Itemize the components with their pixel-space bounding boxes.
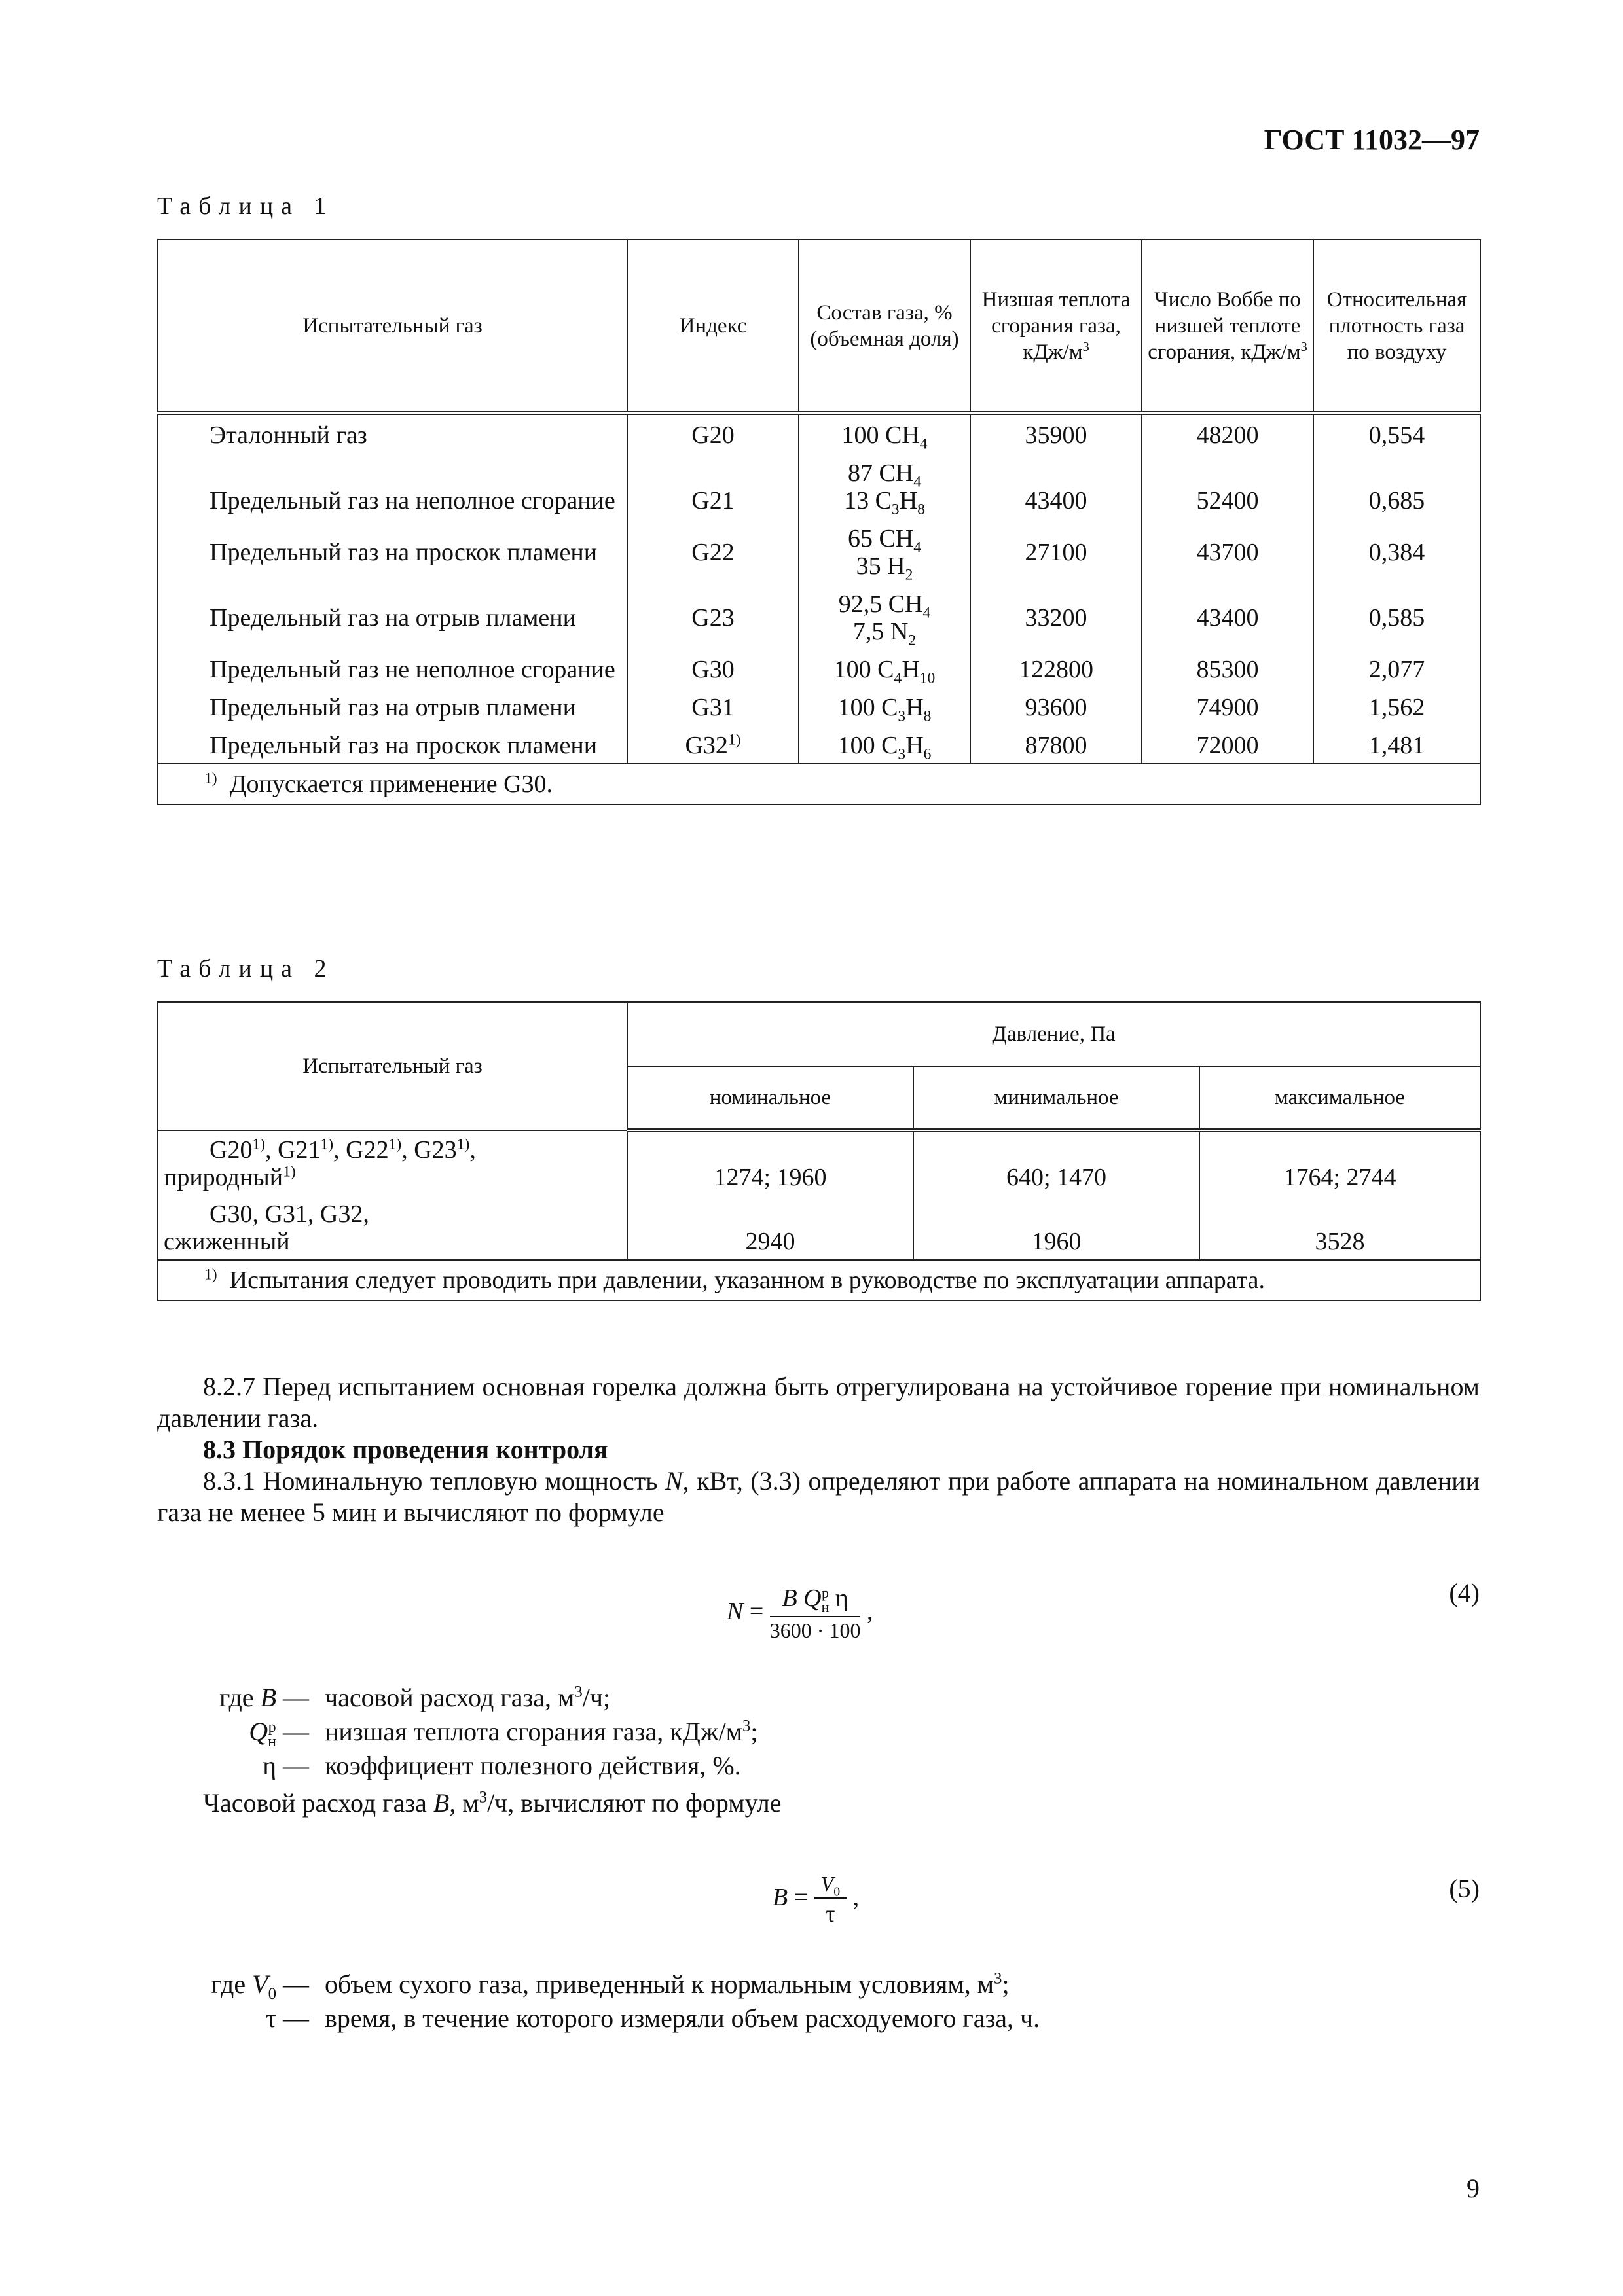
t1-row-calorific: 93600 [970,687,1142,725]
t1-header-calorific: Низшая теплота сгорания газа, кДж/$м^3$ [970,240,1142,413]
t1-row-density: 0,554 [1313,413,1480,453]
t1-row-index: G22 [627,518,799,584]
t2-header-maximum: максимальное [1199,1066,1480,1130]
t1-row-composition: 100 $CH_4$ [799,413,970,453]
standard-number: ГОСТ 11032—97 [1264,124,1480,156]
t1-row-wobbe: 43400 [1142,584,1313,649]
t2-header-pressure: Давление, Па [627,1002,1480,1066]
paragraph-hourly-flow: Часовой расход газа B, $м^3/ч$, вычисляют по формуле [203,1788,782,1818]
t1-row-name: Эталонный газ [158,413,627,453]
t1-row-index: G23 [627,584,799,649]
t2-row-nominal: 2940 [627,1195,913,1260]
t1-header-gas: Испытательный газ [158,240,627,413]
t1-header-density: Относительная плотность газа по воздуху [1313,240,1480,413]
section-heading-8-3: 8.3 Порядок проведения контроля [203,1435,608,1464]
t1-row-index: G20 [627,413,799,453]
t1-row-index: G32$^{1)}$ [627,725,799,764]
t1-row-name: Предельный газ на неполное сгорание [158,453,627,518]
t2-row-nominal: 1274; 1960 [627,1130,913,1195]
t1-row-density: 0,685 [1313,453,1480,518]
t1-row-wobbe: 72000 [1142,725,1313,764]
t2-row-name: G30, G31, G32, сжиженный [158,1195,627,1260]
t1-row-calorific: 35900 [970,413,1142,453]
table1-caption: Таблица 1 [157,192,335,220]
table2-caption: Таблица 2 [157,955,335,982]
t1-row-composition: 92,5 $CH_4$ 7,5 $N_2$ [799,584,970,649]
table2 [157,1001,1481,1301]
t1-row-composition: 87 $CH_4$ 13 $C_3H_8$ [799,453,970,518]
t2-header-minimum: минимальное [913,1066,1199,1130]
t1-row-index: G21 [627,453,799,518]
definition-eta: коэффициент полезного действия, %. [325,1751,741,1780]
t1-row-calorific: 87800 [970,725,1142,764]
equation-number-4: (4) [1449,1578,1480,1607]
definition-tau: время, в течение которого измеряли объем расходуемого газа, ч. [325,2003,1040,2033]
equation-number-5: (5) [1449,1874,1480,1903]
t1-row-wobbe: 74900 [1142,687,1313,725]
t1-row-name: Предельный газ на отрыв пламени [158,687,627,725]
t1-row-density: 0,585 [1313,584,1480,649]
t1-row-composition: 65 $CH_4$ 35 $H_2$ [799,518,970,584]
t2-row-maximum: 3528 [1199,1195,1480,1260]
definition-B: часовой расход газа, $м^3/ч$; [325,1683,611,1712]
paragraph-8-2-7: 8.2.7 Перед испытанием основная горелка должна быть отрегулирована на устойчивое горение при номинальном давлении газа. [157,1372,1480,1433]
t1-row-density: 2,077 [1313,649,1480,687]
t1-row-density: 1,481 [1313,725,1480,764]
t1-row-index: G30 [627,649,799,687]
t1-row-composition: 100 $C_4H_{10}$ [799,649,970,687]
definition-V0: объем сухого газа, приведенный к нормальным условиям, $м^3$; [325,1969,1010,1999]
definitions-5: где $V_0$ — объем сухого газа, приведенный к нормальным условиям, $м^3$; τ — время, в течение которого измеряли объем расходуемого газа, ч. [157,1967,1040,2036]
t1-footnote: $^{1)}$ Допускается применение G30. [158,764,1480,804]
table1 [157,239,1481,805]
t2-row-minimum: 640; 1470 [913,1130,1199,1195]
t1-row-calorific: 122800 [970,649,1142,687]
definitions-4: где B — часовой расход газа, $м^3/ч$; Qр н — низшая теплота сгорания газа, кДж/$м^3$; η — коэффициент полезного действия, %. [157,1681,758,1783]
t2-row-name: G20$^{1)}$, G21$^{1)}$, G22$^{1)}$, G23$^{1)}$, природный$^{1)}$ [158,1130,627,1195]
t1-row-wobbe: 85300 [1142,649,1313,687]
t1-row-calorific: 43400 [970,453,1142,518]
t1-row-wobbe: 48200 [1142,413,1313,453]
formula-5: B = $\frac{V_0}{\tau}$ , [773,1872,860,1927]
t1-row-calorific: 33200 [970,584,1142,649]
t2-header-nominal: номинальное [627,1066,913,1130]
t2-row-maximum: 1764; 2744 [1199,1130,1480,1195]
page-number: 9 [1467,2174,1480,2203]
t2-footnote: $^{1)}$ Испытания следует проводить при давлении, указанном в руководстве по эксплуатации аппарата. [158,1260,1480,1300]
t1-row-name: Предельный газ на отрыв пламени [158,584,627,649]
t1-row-name: Предельный газ на проскок пламени [158,518,627,584]
t1-header-index: Индекс [627,240,799,413]
t2-header-gas: Испытательный газ [158,1002,627,1130]
t1-row-composition: 100 $C_3H_8$ [799,687,970,725]
t1-row-name: Предельный газ не неполное сгорание [158,649,627,687]
t1-header-wobbe: Число Воббе по низшей теплоте сгорания, кДж/$м^3$ [1142,240,1313,413]
formula-4: N = B Qр н η 3600 · 100 , [727,1585,873,1643]
t1-row-density: 1,562 [1313,687,1480,725]
t1-row-index: G31 [627,687,799,725]
t1-row-wobbe: 52400 [1142,453,1313,518]
t1-row-density: 0,384 [1313,518,1480,584]
paragraph-8-3-1: 8.3.1 Номинальную тепловую мощность N, кВт, (3.3) определяют при работе аппарата на номинальном давлении газа не менее 5 мин и вычисляют по формуле [157,1466,1480,1527]
t1-row-name: Предельный газ на проскок пламени [158,725,627,764]
t1-header-composition: Состав газа, % (объемная доля) [799,240,970,413]
t2-row-minimum: 1960 [913,1195,1199,1260]
definition-Q: низшая теплота сгорания газа, кДж/$м^3$; [325,1717,758,1746]
t1-row-wobbe: 43700 [1142,518,1313,584]
t1-row-calorific: 27100 [970,518,1142,584]
t1-row-composition: 100 $C_3H_6$ [799,725,970,764]
